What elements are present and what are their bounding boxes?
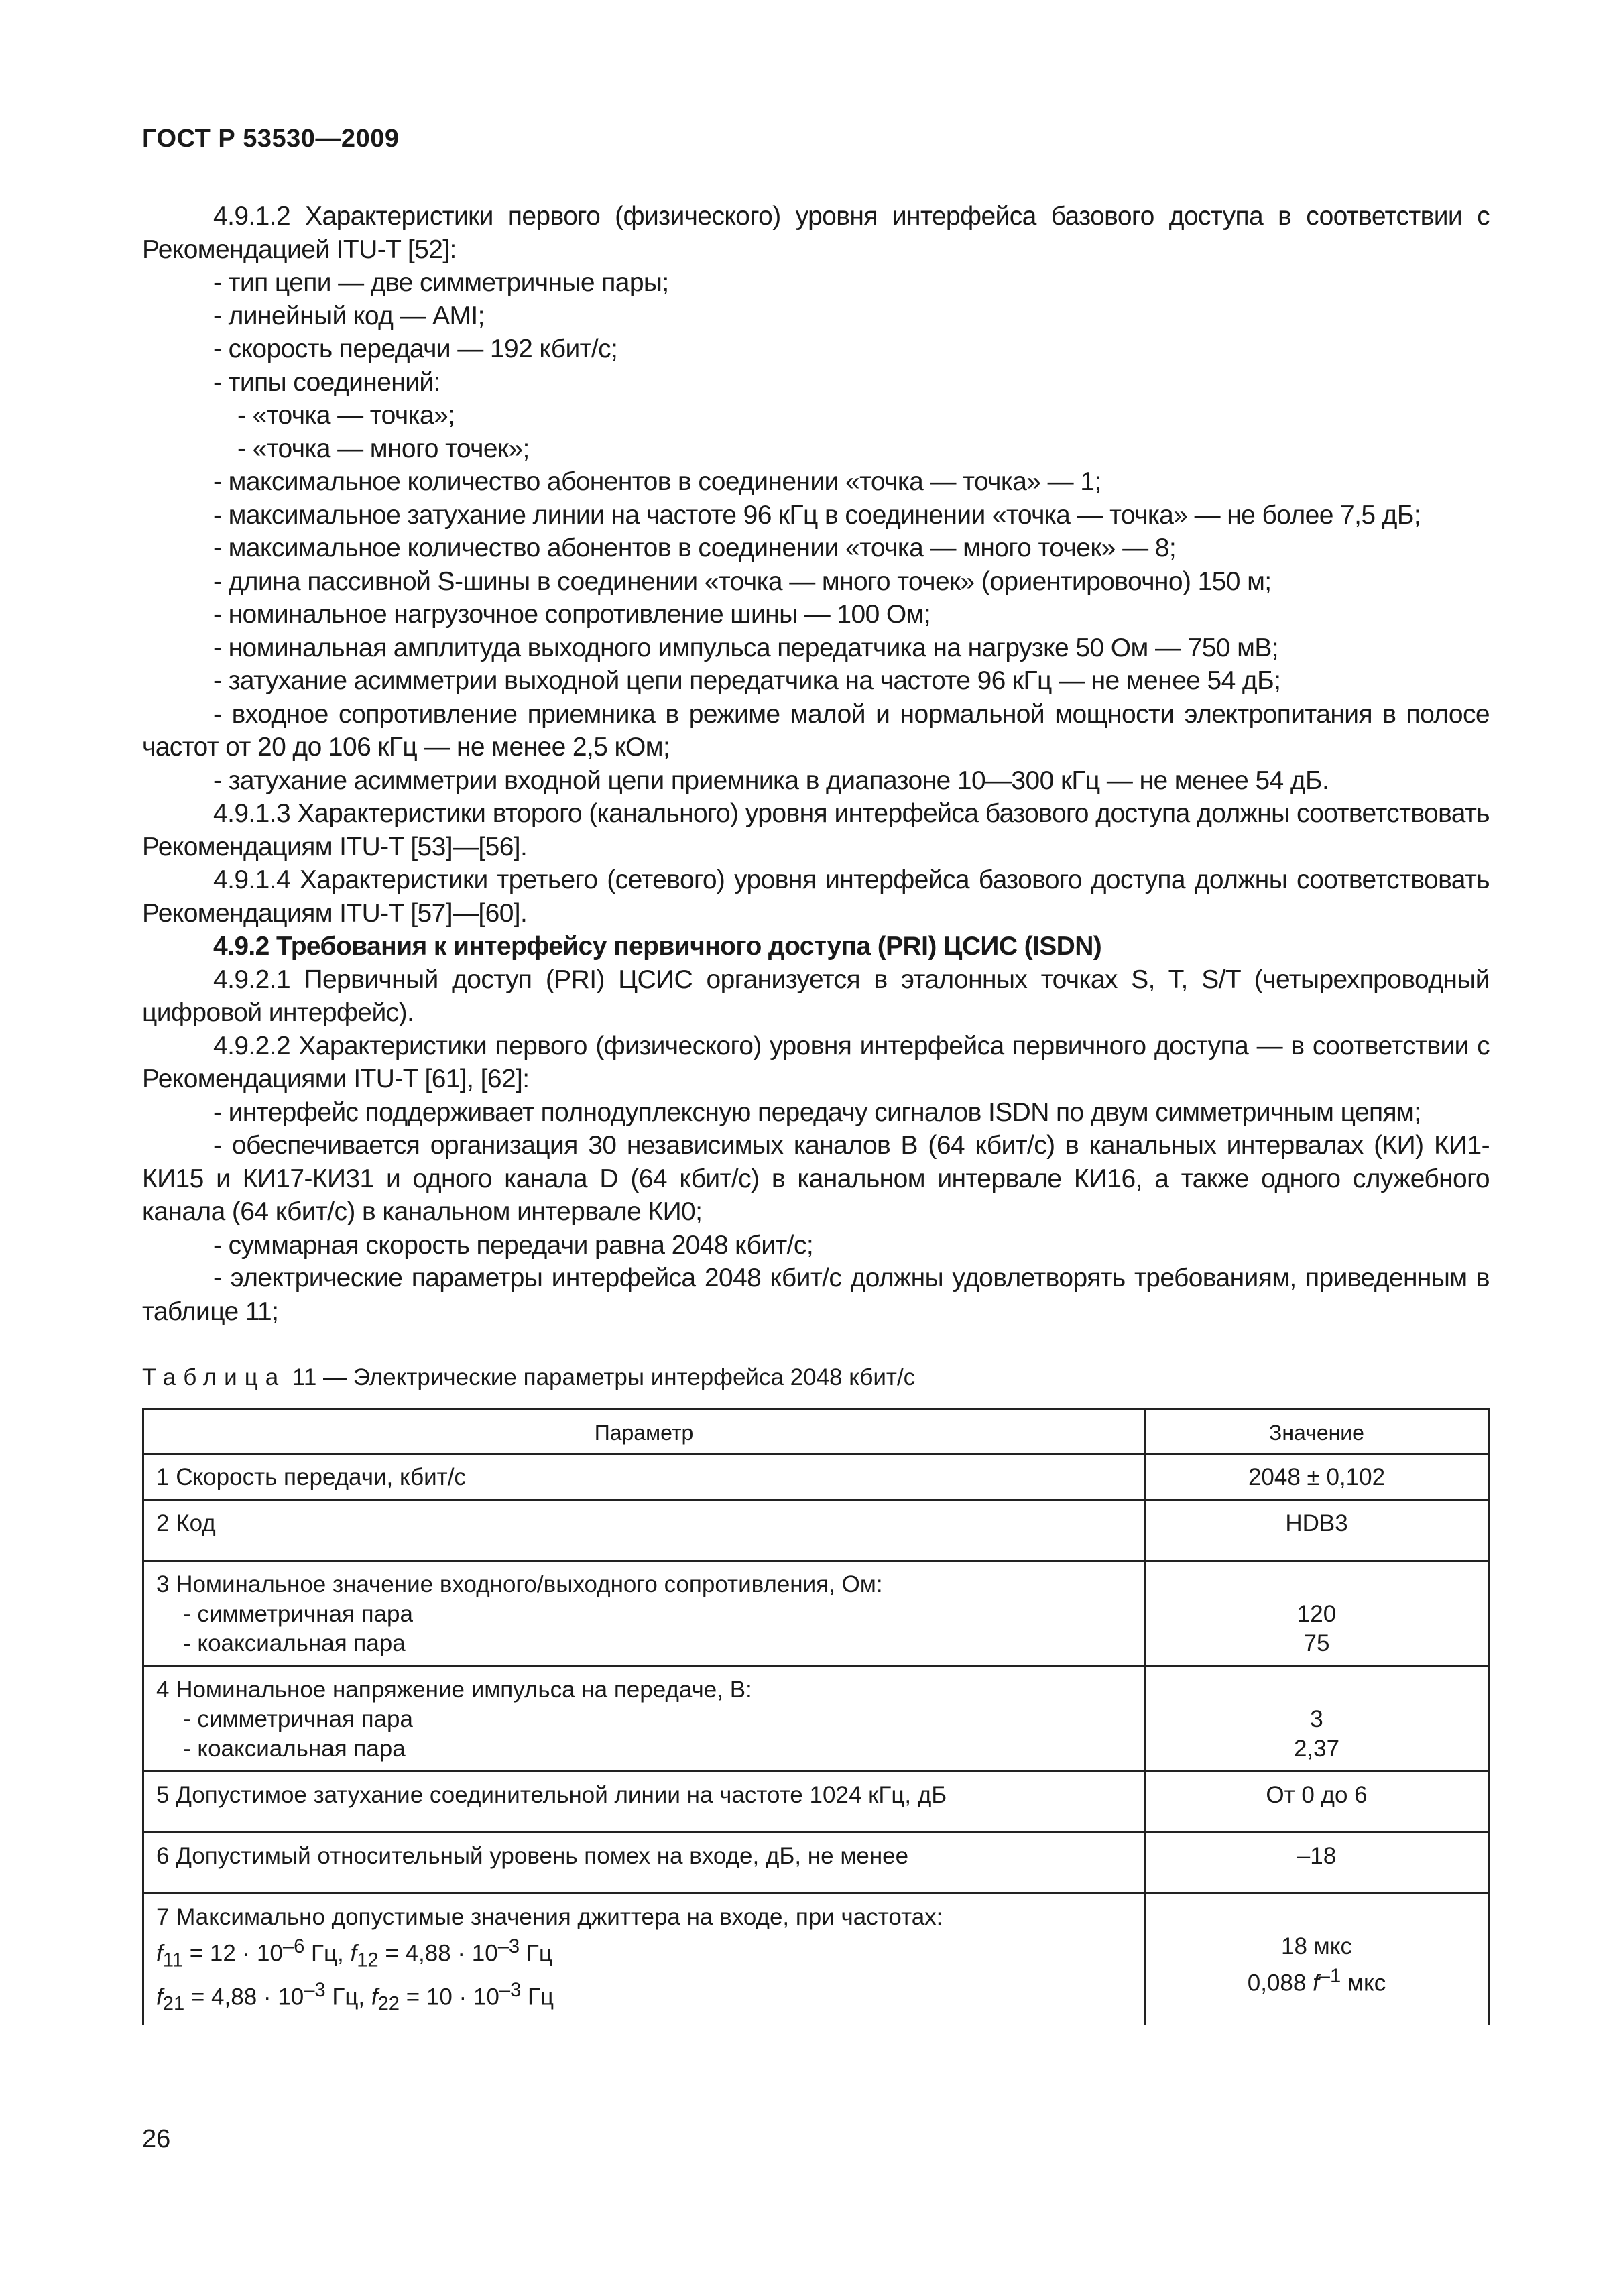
value-cell [1145,1500,1489,1561]
list-subitem: - «точка — много точек»; [237,434,530,463]
paragraph: 4.9.1.4 Характеристики третьего (сетевого) уровня интерфейса базового доступа должны соответствовать Рекомендациям ITU-T [57]—[60]. [142,865,1490,928]
paragraph: 4.9.1.3 Характеристики второго (канального) уровня интерфейса базового доступа должны соответствовать Рекомендациям ITU-T [53]—[56]. [142,799,1490,861]
param-cell [143,1454,1145,1500]
list-item: - номинальная амплитуда выходного импульса передатчика на нагрузке 50 Ом — 750 мВ; [213,633,1278,662]
value-cell [1145,1667,1489,1772]
f-value: = 12 · 10 [183,1940,283,1967]
paragraph: 4.9.1.2 Характеристики первого (физического) уровня интерфейса базового доступа в соответствии с Рекомендацией ITU-T [52]: [142,202,1490,264]
param-cell [143,1833,1145,1894]
param-value [1158,1961,1476,1998]
param-label: 6 Допустимый относительный уровень помех на входе, дБ, не менее [156,1843,909,1869]
param-cell [143,1561,1145,1667]
f-value: = 4,88 · 10 [378,1940,498,1967]
param-cell [143,1667,1145,1772]
param-label: 3 Номинальное значение входного/выходного сопротивления, Ом: [156,1571,883,1597]
f-unit: Гц, [325,1984,371,2010]
paragraph: 4.9.2.1 Первичный доступ (PRI) ЦСИС организуется в эталонных точках S, T, S/T (четырехпроводный цифровой интерфейс). [142,965,1490,1027]
list-item: - максимальное количество абонентов в соединении «точка — точка» — 1; [213,467,1101,496]
list-item: - максимальное затухание линии на частоте 96 кГц в соединении «точка — точка» — не более 7,5 дБ; [213,500,1421,530]
value-cell [1145,1561,1489,1667]
section-heading: 4.9.2 Требования к интерфейсу первичного доступа (PRI) ЦСИС (ISDN) [213,932,1102,961]
value-cell [1145,1772,1489,1833]
paragraph: 4.9.2.2 Характеристики первого (физического) уровня интерфейса первичного доступа — в соответствии с Рекомендациями ITU-T [61], [62]: [142,1031,1490,1093]
f-exponent: –3 [497,1936,520,1957]
param-value [1158,1902,1476,1932]
param-value: 120 [1297,1601,1337,1627]
list-item: - максимальное количество абонентов в соединении «точка — много точек» — 8; [213,534,1177,562]
list-item: - номинальное нагрузочное сопротивление шины — 100 Ом; [213,600,931,629]
frequency-line-1 [156,1932,1132,1976]
param-label: 7 Максимально допустимые значения джиттера на входе, при частотах: [156,1904,943,1930]
value-cell [1145,1894,1489,2026]
param-label: 5 Допустимое затухание соединительной линии на частоте 1024 кГц, дБ [156,1782,947,1808]
f-exponent: –3 [304,1979,326,2001]
table-row [143,1833,1489,1894]
param-value: От 0 до 6 [1266,1782,1368,1808]
param-label: 2 Код [156,1510,216,1536]
param-value: 18 мкс [1281,1933,1352,1959]
f-unit: Гц, [304,1940,351,1967]
param-sublabel: - симметричная пара [183,1601,413,1627]
table-row [143,1454,1489,1500]
column-header-value: Значение [1145,1409,1489,1454]
table-row [143,1667,1489,1772]
f-symbol: f [371,1984,378,2010]
body-text [142,200,1490,1328]
list-item: - типы соединений: [213,367,440,397]
table-caption [142,1363,915,1392]
param-value: 75 [1303,1630,1330,1656]
table-row [143,1561,1489,1667]
table-row [143,1500,1489,1561]
page-number: 26 [142,2125,171,2153]
param-label: 1 Скорость передачи, кбит/с [156,1464,466,1490]
table-caption-label: Таблица [142,1364,286,1390]
list-item: - входное сопротивление приемника в режиме малой и нормальной мощности электропитания в полосе частот от 20 до 106 кГц — не менее 2,5 кОм; [142,699,1490,762]
f-subscript: 22 [377,1993,400,2015]
f-subscript: 12 [357,1949,379,1972]
param-value [1158,1675,1476,1705]
value-cell [1145,1454,1489,1500]
list-item: - интерфейс поддерживает полнодуплексную передачу сигналов ISDN по двум симметричным цепям; [213,1097,1421,1127]
table-header-row [143,1409,1489,1454]
f-subscript: 11 [162,1949,184,1972]
table-caption-title: 11 — Электрические параметры интерфейса 2048 кбит/с [286,1364,916,1390]
param-sublabel: - симметричная пара [183,1706,413,1732]
value-unit: мкс [1341,1970,1386,1996]
param-value: 2048 ± 0,102 [1248,1464,1386,1490]
f-exponent: –3 [499,1979,522,2001]
param-sublabel: - коаксиальная пара [183,1630,406,1656]
f-symbol: f [1313,1970,1319,1996]
value-cell [1145,1833,1489,1894]
f-unit: Гц [520,1940,552,1967]
f-value: = 4,88 · 10 [184,1984,304,2010]
list-subitem: - «точка — точка»; [237,401,455,430]
param-value: –18 [1297,1843,1337,1869]
param-value: 2,37 [1293,1736,1340,1762]
list-item: - скорость передачи — 192 кбит/с; [213,335,618,363]
list-item: - тип цепи — две симметричные пары; [213,268,669,297]
param-value [1158,1570,1476,1599]
column-header-parameter: Параметр [143,1409,1145,1454]
value-number: 0,088 [1247,1970,1313,1996]
f-symbol: f [350,1940,357,1967]
frequency-line-2 [156,1976,1132,2019]
list-item: - затухание асимметрии выходной цепи передатчика на частоте 96 кГц — не менее 54 дБ; [213,666,1281,695]
list-item: - суммарная скорость передачи равна 2048 кбит/с; [213,1230,814,1260]
param-label: 4 Номинальное напряжение импульса на передаче, В: [156,1677,752,1703]
f-unit: Гц [521,1984,554,2010]
list-item: - электрические параметры интерфейса 2048 кбит/с должны удовлетворять требованиям, приведенным в таблице 11; [142,1264,1490,1326]
param-cell [143,1894,1145,2026]
list-item: - обеспечивается организация 30 независимых каналов В (64 кбит/с) в канальных интервалах (КИ) КИ1-КИ15 и КИ17-КИ31 и одного канала D (64 кбит/с) в канальном интервале КИ16, а также одного служебного канала (64 кбит/с) в канальном интервале КИ0; [142,1131,1490,1226]
f-symbol: f [156,1984,163,2010]
param-cell [143,1772,1145,1833]
list-item: - длина пассивной S-шины в соединении «точка — много точек» (ориентировочно) 150 м; [213,566,1272,596]
f-exponent: –1 [1319,1966,1341,1987]
table-row [143,1772,1489,1833]
param-cell [143,1500,1145,1561]
list-item: - линейный код — AMI; [213,301,485,330]
table-row [143,1894,1489,2026]
parameters-table [142,1408,1490,2025]
f-exponent: –6 [282,1936,305,1957]
f-subscript: 21 [162,1993,185,2015]
param-sublabel: - коаксиальная пара [183,1736,406,1762]
f-value: = 10 · 10 [400,1984,499,2010]
f-symbol: f [156,1940,163,1967]
list-item: - затухание асимметрии входной цепи приемника в диапазоне 10—300 кГц — не менее 54 дБ. [213,766,1329,795]
param-value: HDB3 [1285,1510,1348,1536]
param-value: 3 [1310,1706,1323,1732]
document-header: ГОСТ Р 53530—2009 [142,125,400,153]
